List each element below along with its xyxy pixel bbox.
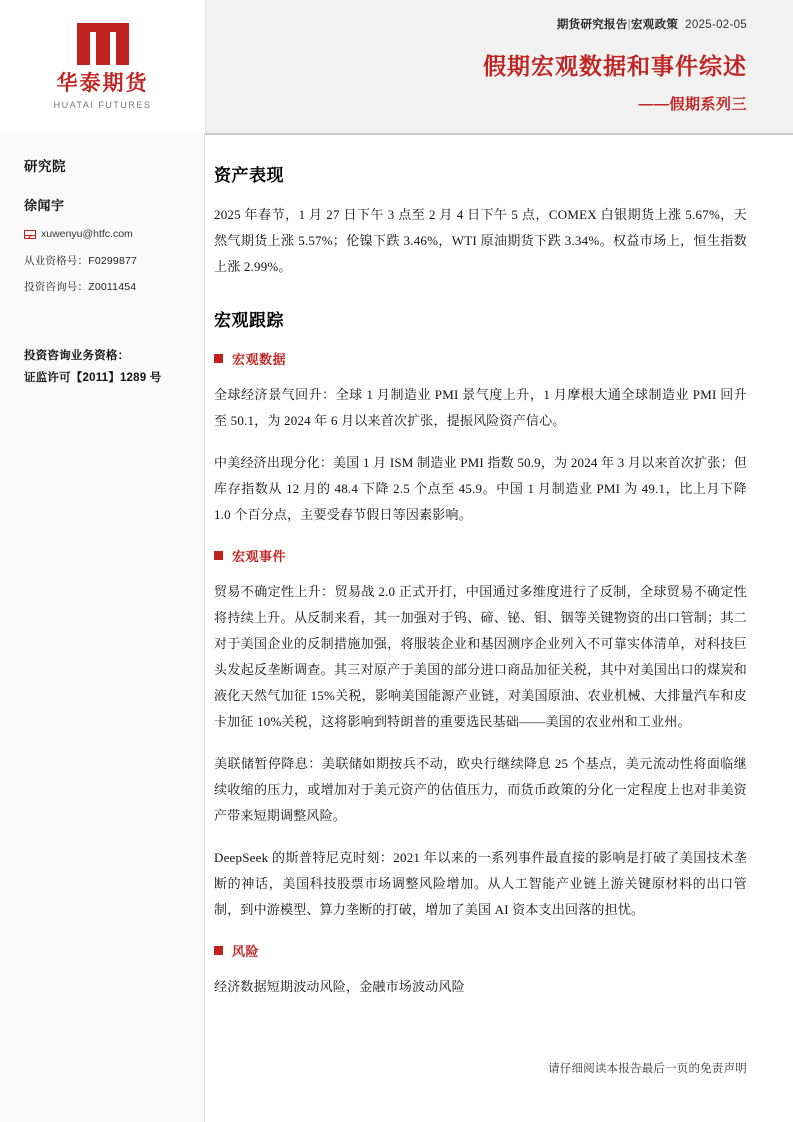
main-content <box>206 133 793 1122</box>
bullet-square-icon <box>214 551 223 560</box>
bullet-square-icon <box>214 354 223 363</box>
page-header <box>0 0 793 135</box>
logo-company-name-en: HUATAI FUTURES <box>53 99 152 110</box>
macro-events-paragraph-1: 贸易不确定性上升：贸易战 2.0 正式开打，中国通过多维度进行了反制，全球贸易不确定性将持续上升。从反制来看，其一加强对于钨、碲、铋、钼、铟等关键物资的出口管制；其二对于美国企业的反制措施加强，将服装企业和基因测序企业列入不可靠实体清单，对科技巨头发起反垄断调查。其三对原产于美国的部分进口商品加征关税，其中对美国出口的煤炭和液化天然气加征 15%关税，影响美国能源产业链，对美国原油、农业机械、大排量汽车和皮卡加征 10%关税，这将影响到特朗普的重要选民基础——美国的农业州和工业州。 <box>214 584 747 729</box>
report-category: 宏观政策 <box>630 19 679 31</box>
meta-separator: | <box>627 19 631 31</box>
report-date: 2025-02-05 <box>685 19 747 31</box>
subsection-risk <box>214 941 747 960</box>
risk-paragraph: 经济数据短期波动风险，金融市场波动风险 <box>214 979 465 994</box>
page-title: 假期宏观数据和事件综述 <box>483 53 747 79</box>
subsection-title-macro-events: 宏观事件 <box>232 549 287 564</box>
disclaimer-note: 请仔细阅读本报告最后一页的免责声明 <box>548 1063 747 1075</box>
section-title-macro-tracking: 宏观跟踪 <box>214 311 284 330</box>
sidebar <box>0 133 205 1122</box>
qualification-title: 投资咨询业务资格： <box>24 350 130 362</box>
sidebar-practice-number: 从业资格号：F0299877 <box>24 255 138 267</box>
macro-data-paragraph-2: 中美经济出现分化：美国 1 月 ISM 制造业 PMI 指数 50.9，为 2024 年 3 月以来首次扩张；但库存指数从 12 月的 48.4 下降 2.5 个点至 45.9。中国 1 月制造业 PMI 为 49.1，比上月下降 1.0 个百分点，主要受春节假日等因素影响。 <box>214 455 747 522</box>
header-meta <box>557 16 747 32</box>
section-title-asset-performance: 资产表现 <box>214 166 284 185</box>
subsection-title-risk: 风险 <box>232 944 260 959</box>
subsection-macro-events <box>214 546 747 565</box>
bullet-square-icon <box>214 946 223 955</box>
logo-mark-icon <box>77 23 129 65</box>
macro-events-paragraph-2: 美联储暂停降息：美联储如期按兵不动，欧央行继续降息 25 个基点，美元流动性将面临继续收缩的压力，或增加对于美元资产的估值压力，而货币政策的分化一定程度上也对非美资产带来短期调整风险。 <box>214 756 747 823</box>
macro-events-paragraph-3: DeepSeek 的斯普特尼克时刻：2021 年以来的一系列事件最直接的影响是打破了美国技术垄断的神话，美国科技股票市场调整风险增加。从人工智能产业链上游关键原材料的出口管制，到中游模型、算力垄断的打破，增加了美国 AI 资本支出回落的担忧。 <box>214 850 747 917</box>
report-type: 期货研究报告 <box>556 19 628 31</box>
qualification-license: 证监许可【2011】1289 号 <box>24 371 162 384</box>
sidebar-department: 研究院 <box>24 159 66 174</box>
sidebar-analyst-name: 徐闻宇 <box>24 198 65 213</box>
logo-company-name-cn: 华泰期货 <box>56 72 149 96</box>
header-right <box>206 0 793 133</box>
subsection-macro-data <box>214 349 747 368</box>
macro-data-paragraph-1: 全球经济景气回升：全球 1 月制造业 PMI 景气度上升，1 月摩根大通全球制造业 PMI 回升至 50.1，为 2024 年 6 月以来首次扩张，提振风险资产信心。 <box>214 387 747 428</box>
mail-icon <box>24 230 36 239</box>
sidebar-analyst-email[interactable] <box>24 228 186 240</box>
sidebar-consult-number: 投资咨询号：Z0011454 <box>24 281 137 293</box>
asset-performance-paragraph: 2025 年春节，1 月 27 日下午 3 点至 2 月 4 日下午 5 点，COMEX 白银期货上涨 5.67%，天然气期货上涨 5.57%；伦镍下跌 3.46%，WTI 原油期货下跌 3.34%。权益市场上，恒生指数上涨 2.99%。 <box>214 207 747 274</box>
email-text: xuwenyu@htfc.com <box>41 228 133 240</box>
company-logo <box>0 0 206 133</box>
subsection-title-macro-data: 宏观数据 <box>232 352 287 367</box>
page-subtitle: ——假期系列三 <box>638 96 747 113</box>
sidebar-qualification <box>24 346 186 390</box>
